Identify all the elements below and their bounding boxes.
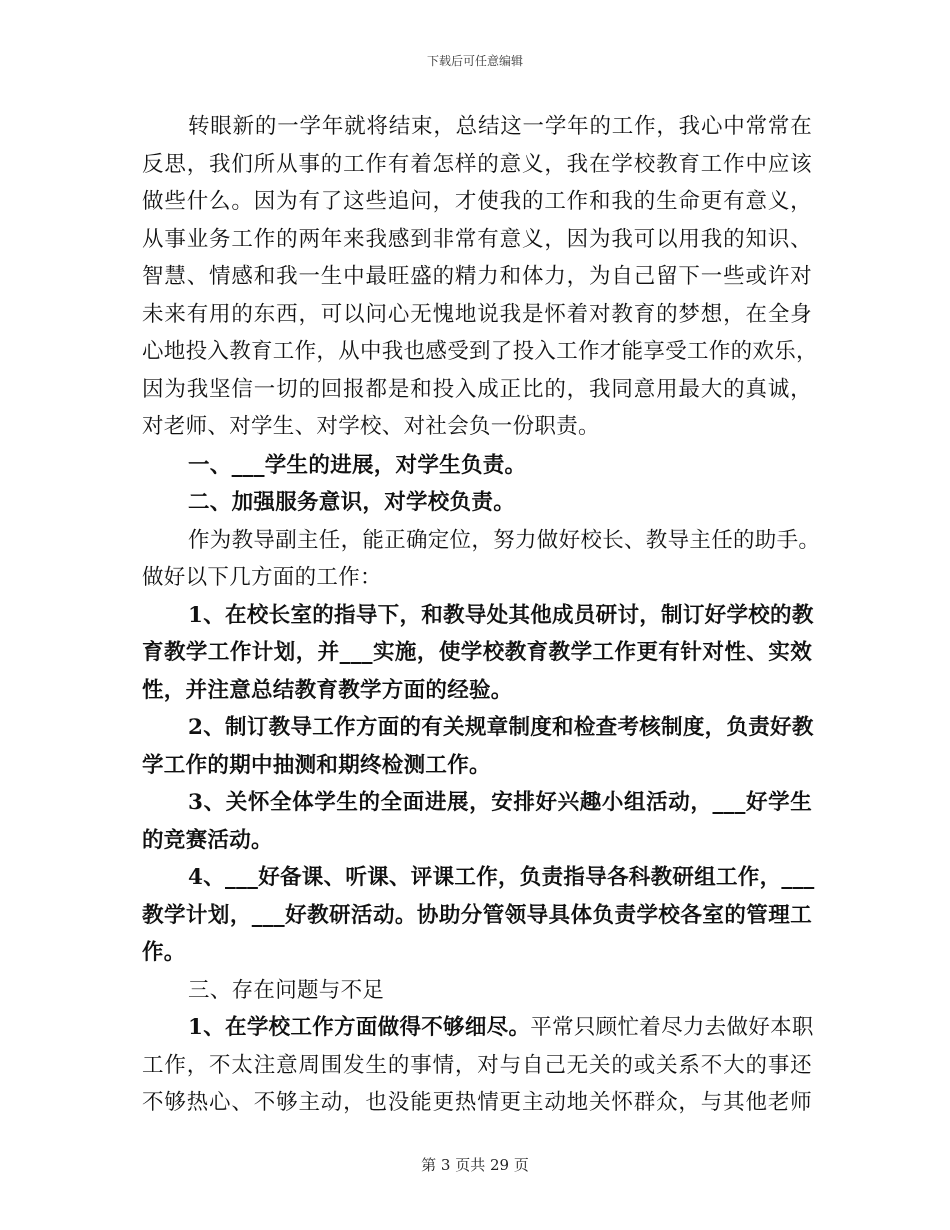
- intro-line: 因为我坚信一切的回报都是和投入成正比的，我同意用最大的真诚，: [142, 376, 812, 402]
- item-line: 3、关怀全体学生的全面进展，安排好兴趣小组活动，___好学生: [188, 790, 812, 815]
- item-line: 2、制订教导工作方面的有关规章制度和检查考核制度，负责好教: [188, 715, 814, 740]
- section-heading-1: 一、___学生的进展，对学生负责。: [188, 452, 527, 478]
- page-footer: 第 3 页共 29 页: [421, 1156, 529, 1174]
- section2-intro-line: 作为教导副主任，能正确定位，努力做好校长、教导主任的助手。: [188, 527, 821, 553]
- intro-line: 未来有用的东西，可以问心无愧地说我是怀着对教育的梦想，在全身: [142, 301, 812, 327]
- section3-line: 不够热心、不够主动，也没能更热情更主动地关怀群众，与其他老师: [142, 1090, 812, 1115]
- section2-intro-line: 做好以下几方面的工作：: [142, 565, 382, 590]
- item-line: 的竞赛活动。: [142, 827, 273, 853]
- item-line: 学工作的期中抽测和期终检测工作。: [142, 752, 491, 778]
- section-heading-3: 三、存在问题与不足: [188, 977, 385, 1003]
- page-header: 下载后可任意编辑: [426, 54, 523, 68]
- section3-item-1-text: 平常只顾忙着尽力去做好本职: [530, 1015, 814, 1040]
- item-line: 育教学工作计划，并___实施，使学校教育教学工作更有针对性、实效: [142, 640, 812, 665]
- intro-line: 做些什么。因为有了这些追问，才使我的工作和我的生命更有意义，: [142, 189, 812, 214]
- item-line: 1、在校长室的指导下，和教导处其他成员研讨，制订好学校的教: [188, 602, 814, 628]
- intro-paragraph: [142, 108, 818, 446]
- section2-item-4: [142, 859, 815, 972]
- section3-item-1-line: [142, 1009, 812, 1047]
- section2-item-1: [142, 597, 812, 710]
- intro-line: 心地投入教育工作，从中我也感受到了投入工作才能享受工作的欢乐，: [142, 339, 818, 364]
- item-line: 4、___好备课、听课、评课工作，负责指导各科教研组工作，___: [188, 865, 815, 890]
- section3-item-1-title: 1、在学校工作方面做得不够细尽。: [188, 1015, 531, 1040]
- section2-item-2: [142, 709, 812, 784]
- item-line: 性，并注意总结教育教学方面的经验。: [142, 677, 513, 703]
- section3-line: 工作，不太注意周围发生的事情，对与自己无关的或关系不大的事还: [142, 1052, 812, 1078]
- intro-line: 从事业务工作的两年来我感到非常有意义，因为我可以用我的知识、: [142, 226, 812, 252]
- intro-line: 反思，我们所从事的工作有着怎样的意义，我在学校教育工作中应该: [142, 151, 812, 177]
- item-line: 作。: [142, 940, 186, 965]
- section2-item-3: [142, 784, 812, 859]
- section-heading-2: 二、加强服务意识，对学校负责。: [188, 490, 516, 515]
- intro-line: 转眼新的一学年就将结束，总结这一学年的工作，我心中常常在: [188, 114, 812, 139]
- intro-line: 智慧、情感和我一生中最旺盛的精力和体力，为自己留下一些或许对: [142, 264, 812, 289]
- intro-line: 对老师、对学生、对学校、对社会负一份职责。: [142, 414, 600, 439]
- document-body: [142, 108, 821, 1122]
- item-line: 教学计划，___好教研活动。协助分管领导具体负责学校各室的管理工: [142, 902, 812, 928]
